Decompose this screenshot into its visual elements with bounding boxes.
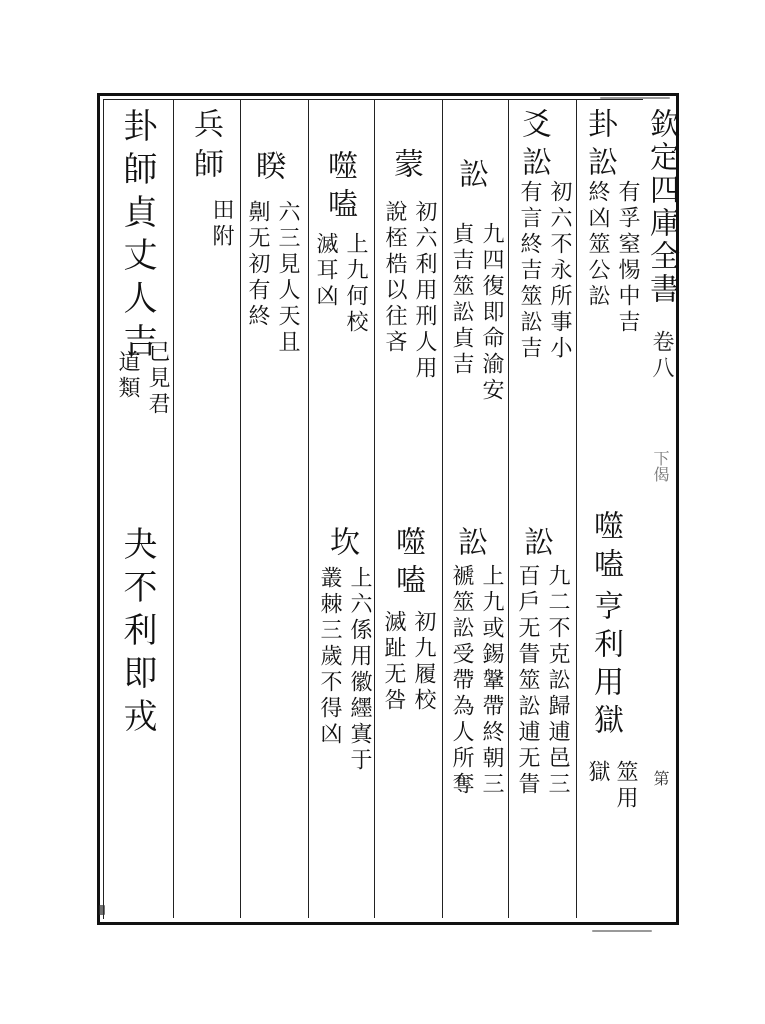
col-head-meng: 蒙: [388, 148, 423, 186]
col-head-he: 嗑: [588, 548, 623, 586]
col-head-kan: 坎: [324, 526, 359, 564]
scan-speck: [600, 97, 670, 99]
col-note: 百戶无眚筮訟逋无眚: [515, 564, 540, 798]
col-note: 初九履校: [411, 610, 436, 714]
column-rule: [173, 100, 174, 918]
margin-note-bottom: 第: [651, 770, 670, 786]
col-note: 初六利用刑人用: [412, 200, 437, 382]
column-rule: [374, 100, 375, 918]
col-note: 褫筮訟受帶為人所奪: [449, 564, 474, 798]
col-head-shi: 噬: [322, 150, 357, 188]
col-head-song: 訟: [453, 158, 488, 196]
col-note: 初六不永所事小: [547, 180, 572, 362]
col-note: 六三見人天且: [275, 200, 300, 356]
col-head-yaosong: 爻訟: [516, 108, 551, 184]
col-head-he: 嗑: [390, 564, 425, 602]
col-note: 九四復即命渝安: [479, 222, 504, 404]
col-note: 叢棘三歲不得凶: [317, 566, 342, 748]
scan-speck: [99, 905, 105, 915]
scan-speck: [592, 930, 652, 932]
col-head-song: 訟: [518, 526, 553, 564]
col-note: 已見君: [145, 340, 170, 418]
column-rule: [308, 100, 309, 918]
col-note: 滅耳凶: [313, 232, 338, 310]
col-note: 有言終吉筮訟吉: [517, 180, 542, 362]
col-note: 有孚窒惕中吉: [615, 180, 640, 336]
column-rule: [240, 100, 241, 918]
col-note: 滅趾无咎: [381, 610, 406, 714]
col-note: 劓无初有終: [245, 200, 270, 330]
col-head-he: 嗑: [322, 188, 357, 226]
col-note: 獄: [585, 760, 610, 786]
col-note: 說桎梏以往吝: [382, 200, 407, 356]
col-head-guasong: 卦訟: [582, 108, 617, 184]
col-note: 上六係用徽纆寘于: [347, 566, 372, 774]
col-head-guai: 夬不利即戎: [117, 526, 157, 741]
margin-note-top: 卷八: [649, 330, 674, 382]
column-rule: [442, 100, 443, 918]
col-note: 上九或錫鞶帶終朝三: [479, 564, 504, 798]
col-head-song: 訟: [452, 526, 487, 564]
column-rule: [508, 100, 509, 918]
column-rule: [576, 100, 577, 918]
col-head-kui: 睽: [250, 150, 285, 188]
col-note: 筮用: [613, 760, 638, 812]
col-note: 上九何校: [343, 232, 368, 336]
col-note: 九二不克訟歸逋邑三: [545, 564, 570, 798]
col-head-shi: 噬: [588, 510, 623, 548]
col-head-guashi: 卦師貞丈人吉: [117, 108, 157, 366]
book-title: 欽定四庫全書: [644, 108, 679, 306]
col-note: 貞吉筮訟貞吉: [449, 222, 474, 378]
col-note: 道類: [115, 350, 140, 402]
col-note: 亨利用獄: [588, 590, 623, 742]
margin-note-mid: 下偈: [651, 450, 670, 482]
section-note: 田附: [209, 198, 234, 250]
col-head-shi: 噬: [390, 526, 425, 564]
col-note: 終凶筮公訟: [585, 180, 610, 310]
section-head-bing: 兵: [188, 108, 223, 146]
section-head-shi: 師: [188, 148, 223, 186]
